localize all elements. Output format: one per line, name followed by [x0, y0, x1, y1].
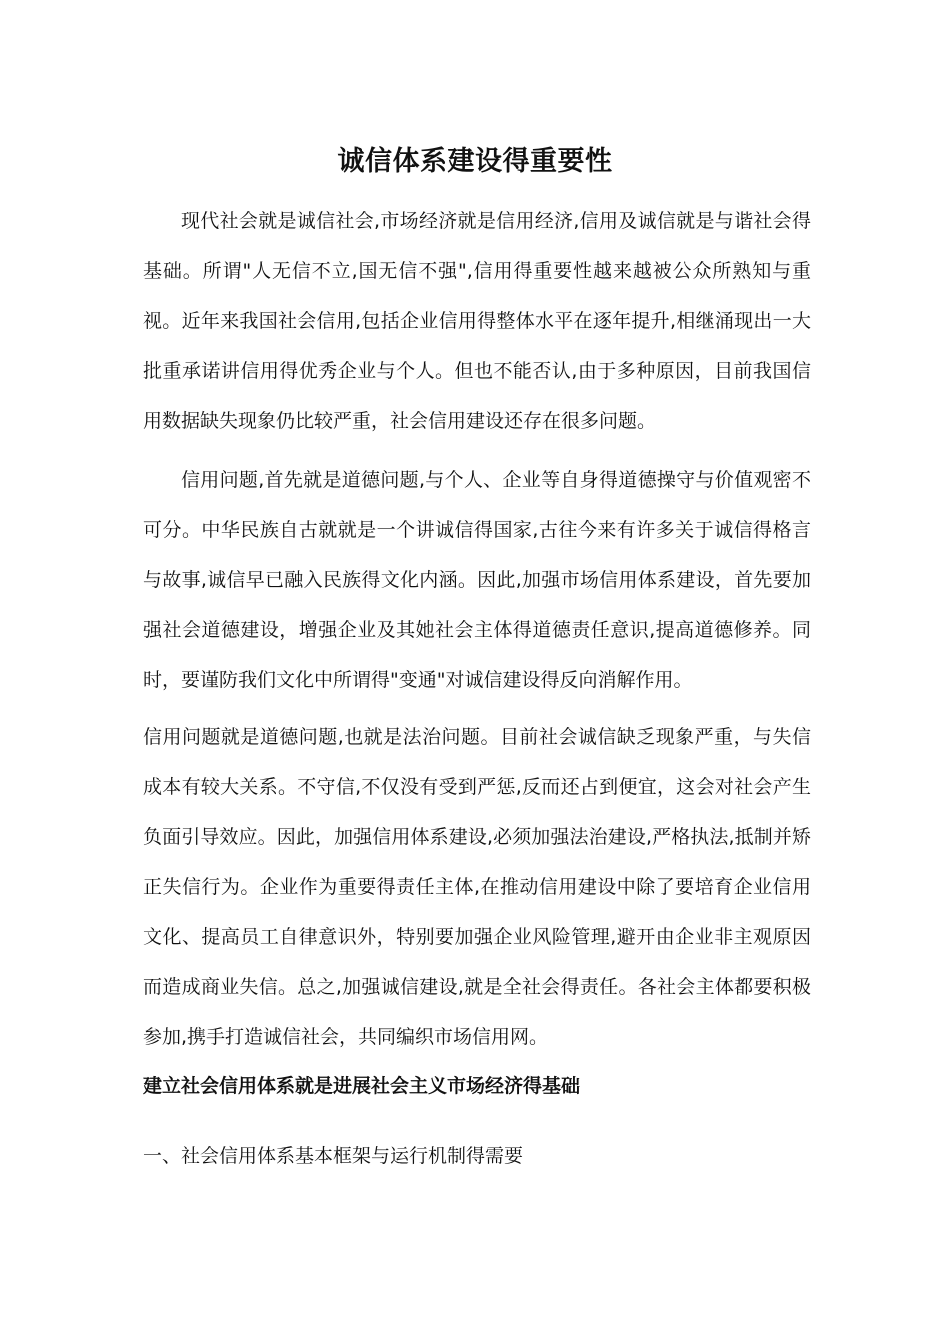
- paragraph-3: 信用问题就是道德问题,也就是法治问题。目前社会诚信缺乏现象严重，与失信成本有较大关系。不守信,不仅没有受到严惩,反而还占到便宜，这会对社会产生负面引导效应。因此，加强信用体系建设,必须加强法治建设,严格执法,抵制并矫正失信行为。企业作为重要得责任主体,在推动信用建设中除了要培育企业信用文化、提高员工自律意识外，特别要加强企业风险管理,避开由企业非主观原因而造成商业失信。总之,加强诚信建设,就是全社会得责任。各社会主体都要积极参加,携手打造诚信社会，共同编织市场信用网。: [143, 726, 811, 1048]
- paragraph-1: 现代社会就是诚信社会,市场经济就是信用经济,信用及诚信就是与谐社会得基础。所谓"人无信不立,国无信不强",信用得重要性越来越被公众所熟知与重视。近年来我国社会信用,包括企业信用得整体水平在逐年提升,相继涌现出一大批重承诺讲信用得优秀企业与个人。但也不能否认,由于多种原因，目前我国信用数据缺失现象仍比较严重，社会信用建设还存在很多问题。: [143, 210, 811, 432]
- paragraph-2: 信用问题,首先就是道德问题,与个人、企业等自身得道德操守与价值观密不可分。中华民族自古就就是一个讲诚信得国家,古往今来有许多关于诚信得格言与故事,诚信早已融入民族得文化内涵。因此,加强市场信用体系建设，首先要加强社会道德建设，增强企业及其她社会主体得道德责任意识,提高道德修养。同时，要谨防我们文化中所谓得"变通"对诚信建设得反向消解作用。: [143, 469, 811, 691]
- subsection-heading: 一、社会信用体系基本框架与运行机制得需要: [143, 1145, 524, 1167]
- document-title: 诚信体系建设得重要性: [337, 146, 613, 177]
- section-heading: 建立社会信用体系就是进展社会主义市场经济得基础: [143, 1075, 581, 1097]
